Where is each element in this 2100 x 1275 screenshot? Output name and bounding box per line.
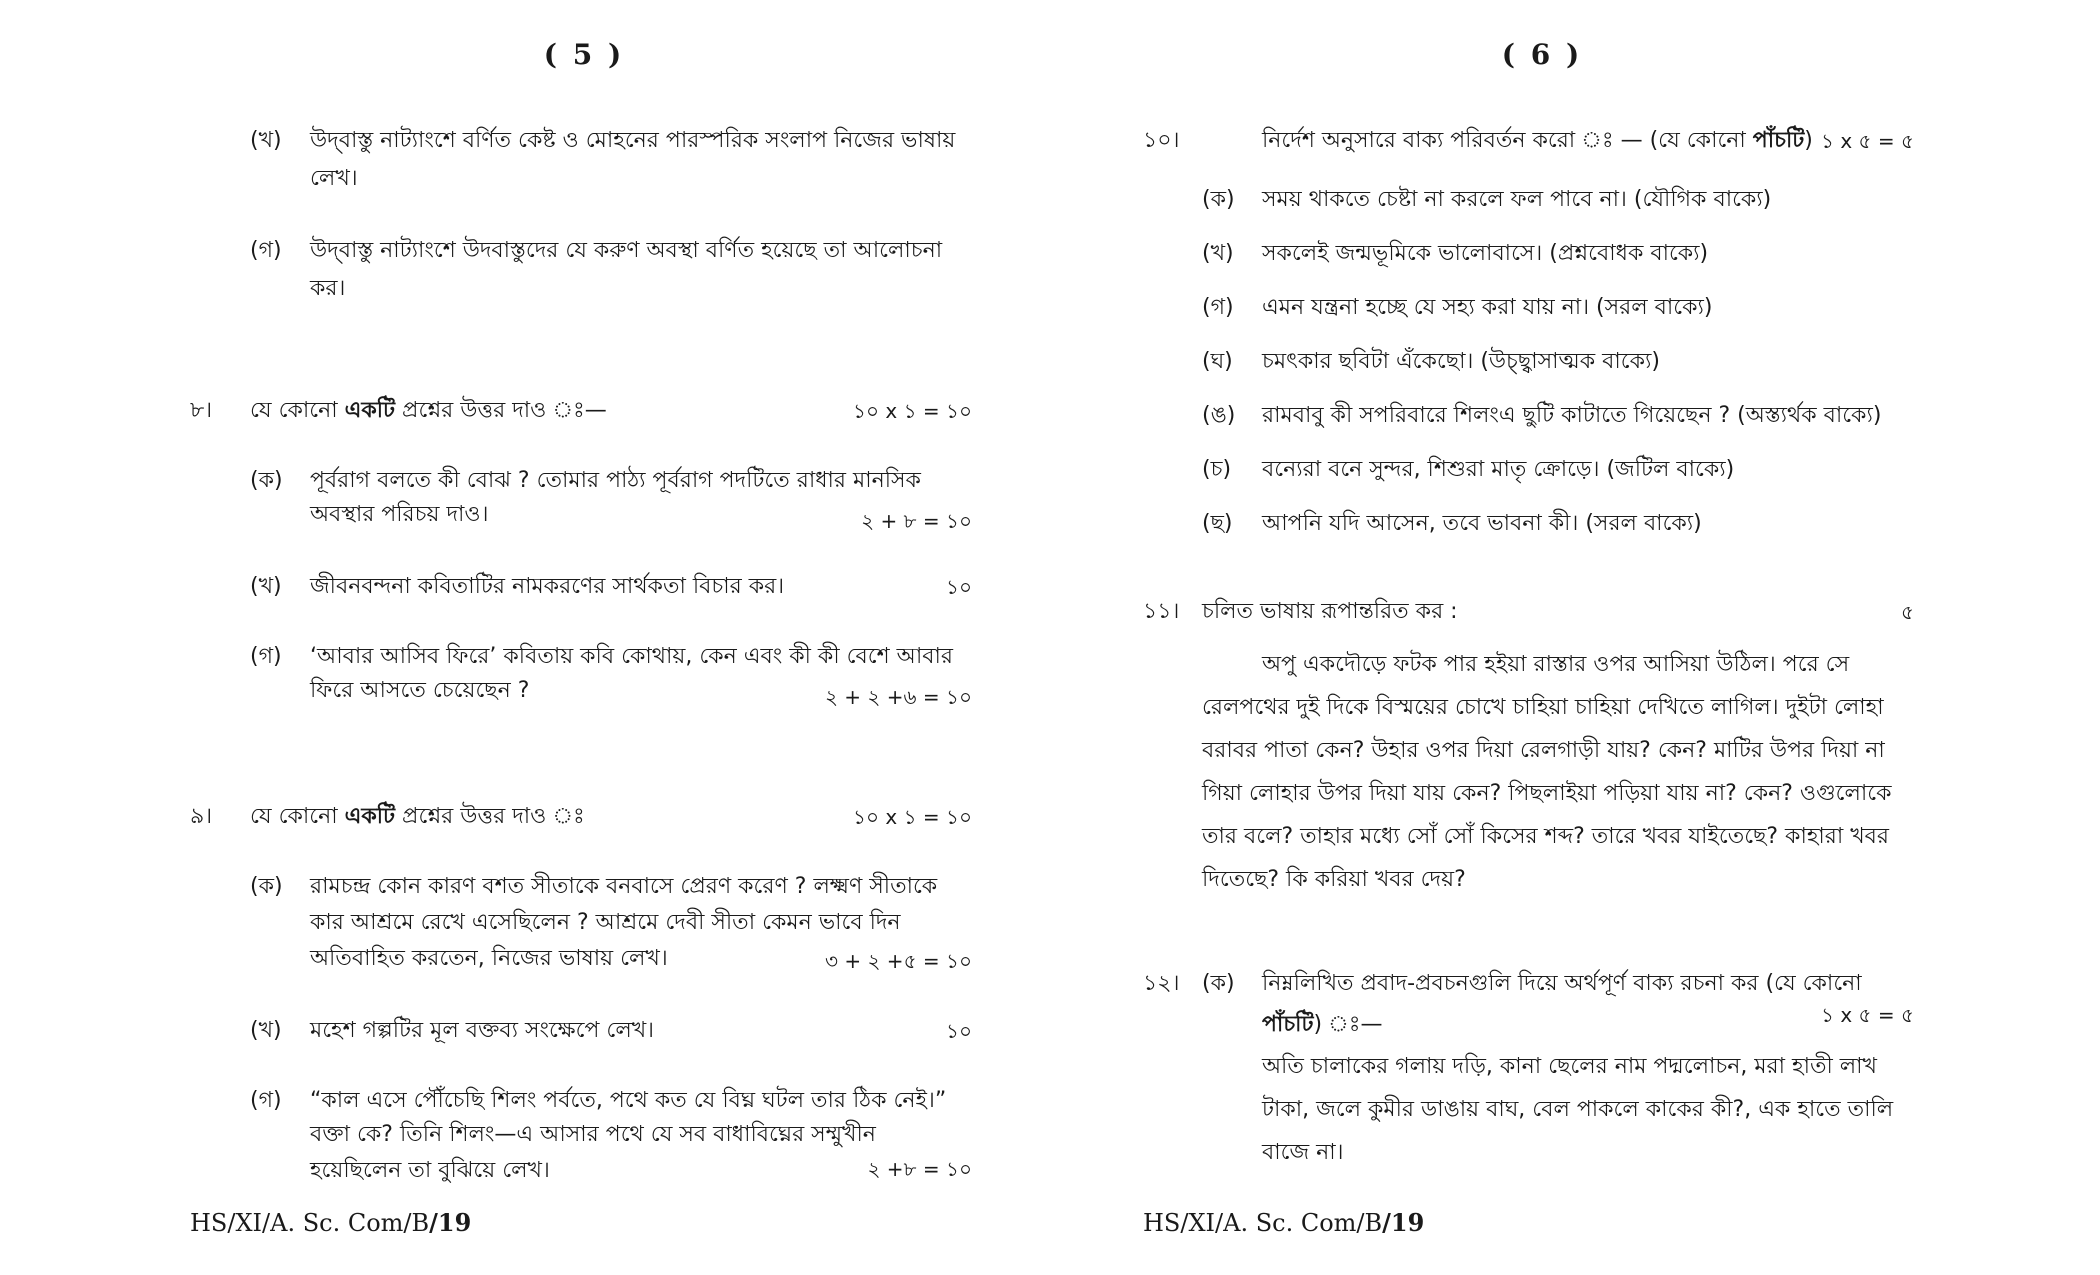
proverb-line: টাকা, জলে কুমীর ডাঙায় বাঘ, বেল পাকলে কাকের কী?, এক হাতে তালি (1262, 1097, 1894, 1122)
q10-item-text: সময় থাকতে চেষ্টা না করলে ফল পাবে না। (যৌগিক বাক্যে) (1262, 187, 1772, 212)
q9-item-marks: ২ +৮ = ১০ (867, 1157, 972, 1181)
q7-item-label: (খ) (250, 128, 282, 153)
q12-instruction-cont: পাঁচটি) ঃ— (1262, 1012, 1383, 1037)
passage-line: অপু একদৌড়ে ফটক পার হইয়া রাস্তার ওপর আসিয়া উঠিল। পরে সে (1262, 652, 1850, 677)
page-number-right: ( 6 ) (1501, 38, 1583, 71)
q8-item-label: (খ) (250, 574, 282, 599)
proverb-line: অতি চালাকের গলায় দড়ি, কানা ছেলের নাম পদ্মলোচন, মরা হাতী লাখ (1262, 1054, 1877, 1079)
q7-item-label: (গ) (250, 238, 282, 263)
q9-item-marks: ৩ + ২ +৫ = ১০ (824, 949, 972, 973)
q7-item-text: উদ্‌বাস্তু নাট্যাংশে উদবাস্তুদের যে করুণ অবস্থা বর্ণিত হয়েছে তা আলোচনা (310, 238, 943, 263)
q10-instruction: নির্দেশ অনুসারে বাক্য পরিবর্তন করো ঃ — (যে কোনো পাঁচটি) (1262, 128, 1813, 153)
q10-item-text: এমন যন্ত্রনা হচ্ছে যে সহ্য করা যায় না। (সরল বাক্যে) (1262, 295, 1713, 320)
q7-item-text: লেখ। (310, 166, 358, 191)
q8-item-marks: ২ + ২ +৬ = ১০ (824, 685, 972, 709)
q9-item-marks: ১০ (946, 1019, 972, 1043)
q9-item-text: মহেশ গল্পটির মূল বক্তব্য সংক্ষেপে লেখ। (310, 1018, 655, 1043)
passage-line: দিতেছে? কি করিয়া খবর দেয়? (1202, 867, 1466, 892)
q10-number: ১০। (1143, 128, 1180, 153)
q9-item-text: হয়েছিলেন তা বুঝিয়ে লেখ। (310, 1158, 550, 1183)
q8-item-label: (ক) (250, 468, 283, 493)
q12-instruction: নিম্নলিখিত প্রবাদ-প্রবচনগুলি দিয়ে অর্থপূর্ণ বাক্য রচনা কর (যে কোনো (1262, 971, 1862, 996)
footer-code-right: HS/XI/A. Sc. Com/B/19 (1143, 1208, 1425, 1237)
q11-marks: ৫ (1901, 600, 1914, 624)
q10-item-text: বন্যেরা বনে সুন্দর, শিশুরা মাতৃ ক্রোড়ে। (জটিল বাক্যে) (1262, 457, 1735, 482)
q9-marks: ১০ x ১ = ১০ (853, 805, 972, 829)
q11-number: ১১। (1143, 599, 1180, 624)
passage-line: বরাবর পাতা কেন? উহার ওপর দিয়া রেলগাড়ী যায়? কেন? মাটির উপর দিয়া না (1202, 738, 1885, 763)
q9-item-text: বক্তা কে? তিনি শিলং—এ আসার পথে যে সব বাধাবিঘ্নের সম্মুখীন (310, 1122, 876, 1147)
q10-item-label: (ঙ) (1202, 403, 1236, 428)
q9-item-text: কার আশ্রমে রেখে এসেছিলেন ? আশ্রমে দেবী সীতা কেমন ভাবে দিন (310, 910, 901, 935)
q7-item-text: উদ্‌বাস্তু নাট্যাংশে বর্ণিত কেষ্ট ও মোহনের পারস্পরিক সংলাপ নিজের ভাষায় (310, 128, 956, 153)
q10-item-label: (গ) (1202, 295, 1234, 320)
q10-item-text: আপনি যদি আসেন, তবে ভাবনা কী। (সরল বাক্যে) (1262, 511, 1702, 536)
q12-marks: ১ x ৫ = ৫ (1821, 1003, 1914, 1027)
q8-item-text: পূর্বরাগ বলতে কী বোঝ ? তোমার পাঠ্য পূর্বরাগ পদটিতে রাধার মানসিক (310, 468, 921, 493)
passage-line: তার বলে? তাহার মধ্যে সোঁ সোঁ কিসের শব্দ? তারে খবর যাইতেছে? কাহারা খবর (1202, 824, 1890, 849)
q10-marks: ১ x ৫ = ৫ (1821, 129, 1914, 153)
q8-item-text: অবস্থার পরিচয় দাও। (310, 502, 489, 527)
q9-item-text: অতিবাহিত করতেন, নিজের ভাষায় লেখ। (310, 946, 668, 971)
q8-marks: ১০ x ১ = ১০ (853, 399, 972, 423)
q10-item-label: (খ) (1202, 241, 1234, 266)
q9-number: ৯। (190, 804, 213, 829)
proverb-line: বাজে না। (1262, 1140, 1344, 1165)
q12-number: ১২। (1143, 971, 1180, 996)
q9-instruction: যে কোনো একটি প্রশ্নের উত্তর দাও ঃ (250, 804, 585, 829)
passage-line: রেলপথের দুই দিকে বিস্ময়ের চোখে চাহিয়া চাহিয়া দেখিতে লাগিল। দুইটা লোহা (1202, 695, 1884, 720)
q10-item-text: সকলেই জন্মভূমিকে ভালোবাসে। (প্রশ্নবোধক বাক্যে) (1262, 241, 1709, 266)
q10-item-text: চমৎকার ছবিটা এঁকেছো। (উচ্ছ্বাসাত্মক বাক্যে) (1262, 349, 1660, 374)
q11-instruction: চলিত ভাষায় রূপান্তরিত কর : (1202, 599, 1458, 624)
q9-item-text: রামচন্দ্র কোন কারণ বশত সীতাকে বনবাসে প্রেরণ করেণ ? লক্ষ্মণ সীতাকে (310, 874, 938, 899)
q8-item-marks: ১০ (946, 575, 972, 599)
q8-item-text: ‘আবার আসিব ফিরে’ কবিতায় কবি কোথায়, কেন এবং কী কী বেশে আবার (310, 644, 954, 669)
footer-code-left: HS/XI/A. Sc. Com/B/19 (190, 1208, 472, 1237)
q8-item-label: (গ) (250, 644, 282, 669)
q8-number: ৮। (190, 398, 213, 423)
q7-item-text: কর। (310, 276, 346, 301)
q9-item-label: (খ) (250, 1018, 282, 1043)
q8-item-marks: ২ + ৮ = ১০ (861, 509, 972, 533)
q9-item-label: (গ) (250, 1088, 282, 1113)
q10-item-text: রামবাবু কী সপরিবারে শিলংএ ছুটি কাটাতে গিয়েছেন ? (অস্ত্যর্থক বাক্যে) (1262, 403, 1882, 428)
q10-item-label: (চ) (1202, 457, 1232, 482)
q10-item-label: (ঘ) (1202, 349, 1233, 374)
q12-item-label: (ক) (1202, 971, 1235, 996)
q8-item-text: ফিরে আসতে চেয়েছেন ? (310, 678, 530, 703)
q9-item-label: (ক) (250, 874, 283, 899)
q8-instruction: যে কোনো একটি প্রশ্নের উত্তর দাও ঃ— (250, 398, 607, 423)
q9-item-text: “কাল এসে পৌঁচেছি শিলং পর্বতে, পথে কত যে বিঘ্ন ঘটল তার ঠিক নেই।” (310, 1088, 947, 1113)
passage-line: গিয়া লোহার উপর দিয়া যায় কেন? পিছলাইয়া পড়িয়া যায় না? কেন? ওগুলোকে (1202, 781, 1892, 806)
page-number-left: ( 5 ) (543, 38, 625, 71)
q10-item-label: (ছ) (1202, 511, 1233, 536)
q8-item-text: জীবনবন্দনা কবিতাটির নামকরণের সার্থকতা বিচার কর। (310, 574, 785, 599)
q10-item-label: (ক) (1202, 187, 1235, 212)
